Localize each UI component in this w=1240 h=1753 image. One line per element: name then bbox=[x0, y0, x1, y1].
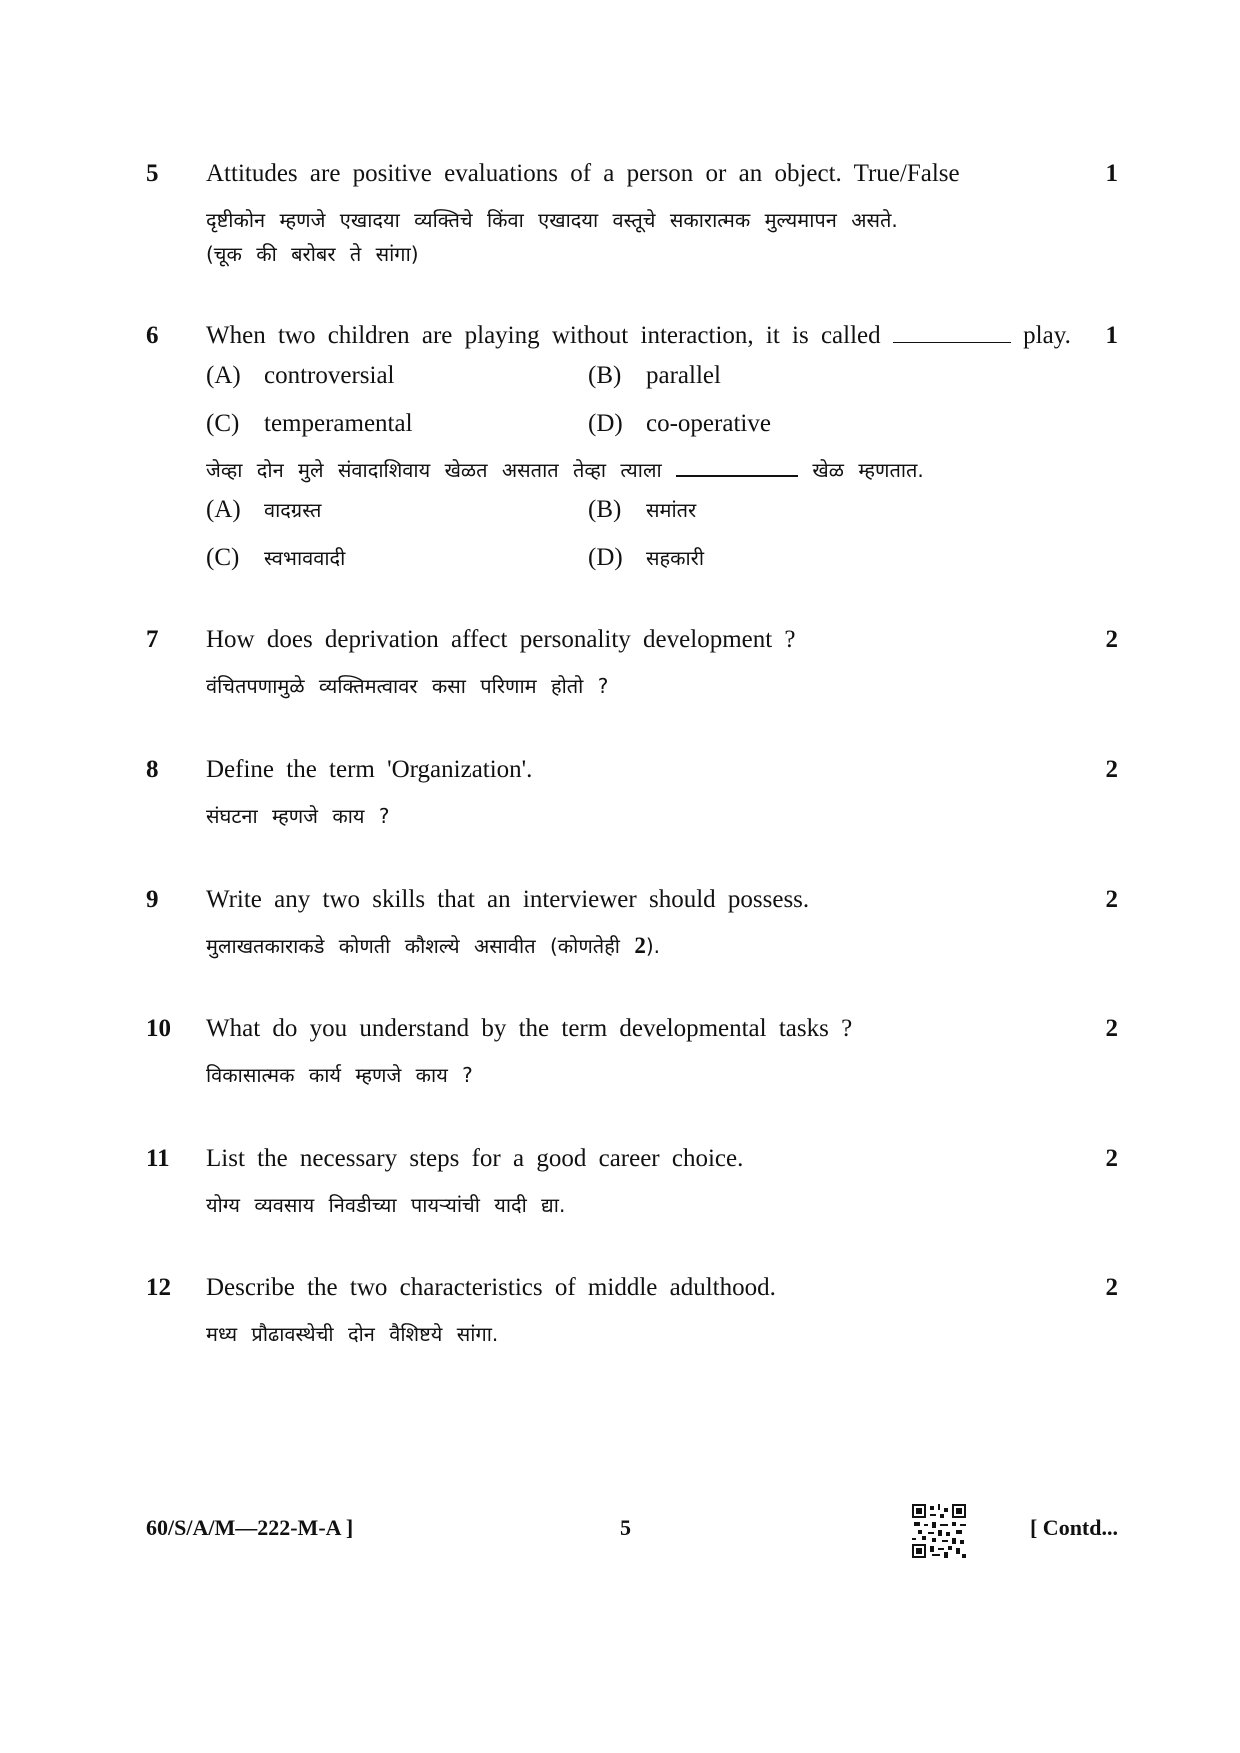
question-marks: 2 bbox=[1105, 756, 1118, 783]
option-c-en: (C) temperamental bbox=[206, 410, 413, 437]
question-marks: 2 bbox=[1105, 626, 1118, 653]
answer-blank bbox=[676, 457, 798, 477]
question-number: 8 bbox=[146, 756, 159, 783]
question-text-en: Write any two skills that an interviewer should possess. bbox=[206, 886, 810, 913]
question-text-en: How does deprivation affect personality development ? bbox=[206, 626, 796, 653]
question-text-mr: संघटना म्हणजे काय ? bbox=[206, 804, 390, 828]
question-number: 5 bbox=[146, 160, 159, 187]
question-marks: 1 bbox=[1105, 160, 1118, 187]
question-text-en-before: When two children are playing without interaction, it is called bbox=[206, 322, 881, 349]
option-a-mr: (A) वादग्रस्त bbox=[206, 496, 322, 523]
question-text-mr: दृष्टीकोन म्हणजे एखादया व्यक्तिचे किंवा एखादया वस्तूचे सकारात्मक मुल्यमापन असते. bbox=[206, 208, 898, 232]
question-marks: 2 bbox=[1105, 1145, 1118, 1172]
question-number: 7 bbox=[146, 626, 159, 653]
question-text-en: List the necessary steps for a good career choice. bbox=[206, 1145, 744, 1172]
option-b-en: (B) parallel bbox=[588, 362, 721, 389]
paper-code: 60/S/A/M—222-M-A ] bbox=[146, 1515, 354, 1540]
option-a-en: (A) controversial bbox=[206, 362, 395, 389]
question-marks: 2 bbox=[1105, 1015, 1118, 1042]
question-text-mr: मध्य प्रौढावस्थेची दोन वैशिष्टये सांगा. bbox=[206, 1322, 499, 1346]
option-c-mr: (C) स्वभाववादी bbox=[206, 544, 346, 571]
option-d-en: (D) co-operative bbox=[588, 410, 771, 437]
options-row bbox=[206, 400, 1056, 448]
page-footer bbox=[146, 1510, 1124, 1570]
page-number: 5 bbox=[620, 1515, 631, 1540]
options-row bbox=[206, 534, 1056, 582]
question-text-en: Describe the two characteristics of middle adulthood. bbox=[206, 1274, 776, 1301]
answer-blank bbox=[893, 324, 1011, 343]
question-text-mr: मुलाखतकाराकडे कोणती कौशल्ये असावीत (कोणतेही 2). bbox=[206, 933, 661, 958]
question-number: 10 bbox=[146, 1015, 171, 1042]
question-marks: 1 bbox=[1105, 322, 1118, 349]
question-text-en: Define the term 'Organization'. bbox=[206, 756, 533, 783]
question-number: 6 bbox=[146, 322, 159, 349]
qr-code-icon bbox=[912, 1504, 966, 1558]
options-row bbox=[206, 352, 1056, 400]
question-number: 12 bbox=[146, 1274, 171, 1301]
continued-label: [ Contd... bbox=[1029, 1515, 1118, 1540]
question-text-mr: वंचितपणामुळे व्यक्तिमत्वावर कसा परिणाम होतो ? bbox=[206, 674, 609, 698]
question-text-en bbox=[206, 320, 1071, 352]
question-text-mr-line2: (चूक की बरोबर ते सांगा) bbox=[206, 242, 419, 266]
question-marks: 2 bbox=[1105, 1274, 1118, 1301]
question-text-mr: विकासात्मक कार्य म्हणजे काय ? bbox=[206, 1063, 473, 1087]
option-d-mr: (D) सहकारी bbox=[588, 544, 705, 571]
question-text-en: What do you understand by the term developmental tasks ? bbox=[206, 1015, 853, 1042]
question-text-mr: योग्य व्यवसाय निवडीच्या पायऱ्यांची यादी द्या. bbox=[206, 1193, 566, 1217]
question-number: 9 bbox=[146, 886, 159, 913]
question-number: 11 bbox=[146, 1145, 170, 1172]
option-b-mr: (B) समांतर bbox=[588, 496, 697, 523]
question-marks: 2 bbox=[1105, 886, 1118, 913]
options-row bbox=[206, 486, 1056, 534]
question-text-mr: जेव्हा दोन मुले संवादाशिवाय खेळत असतात तेव्हा त्याला खेळ म्हणतात. bbox=[206, 458, 924, 482]
question-text-en-after: play. bbox=[1023, 322, 1071, 349]
question-text-en: Attitudes are positive evaluations of a person or an object. True/False bbox=[206, 160, 960, 187]
